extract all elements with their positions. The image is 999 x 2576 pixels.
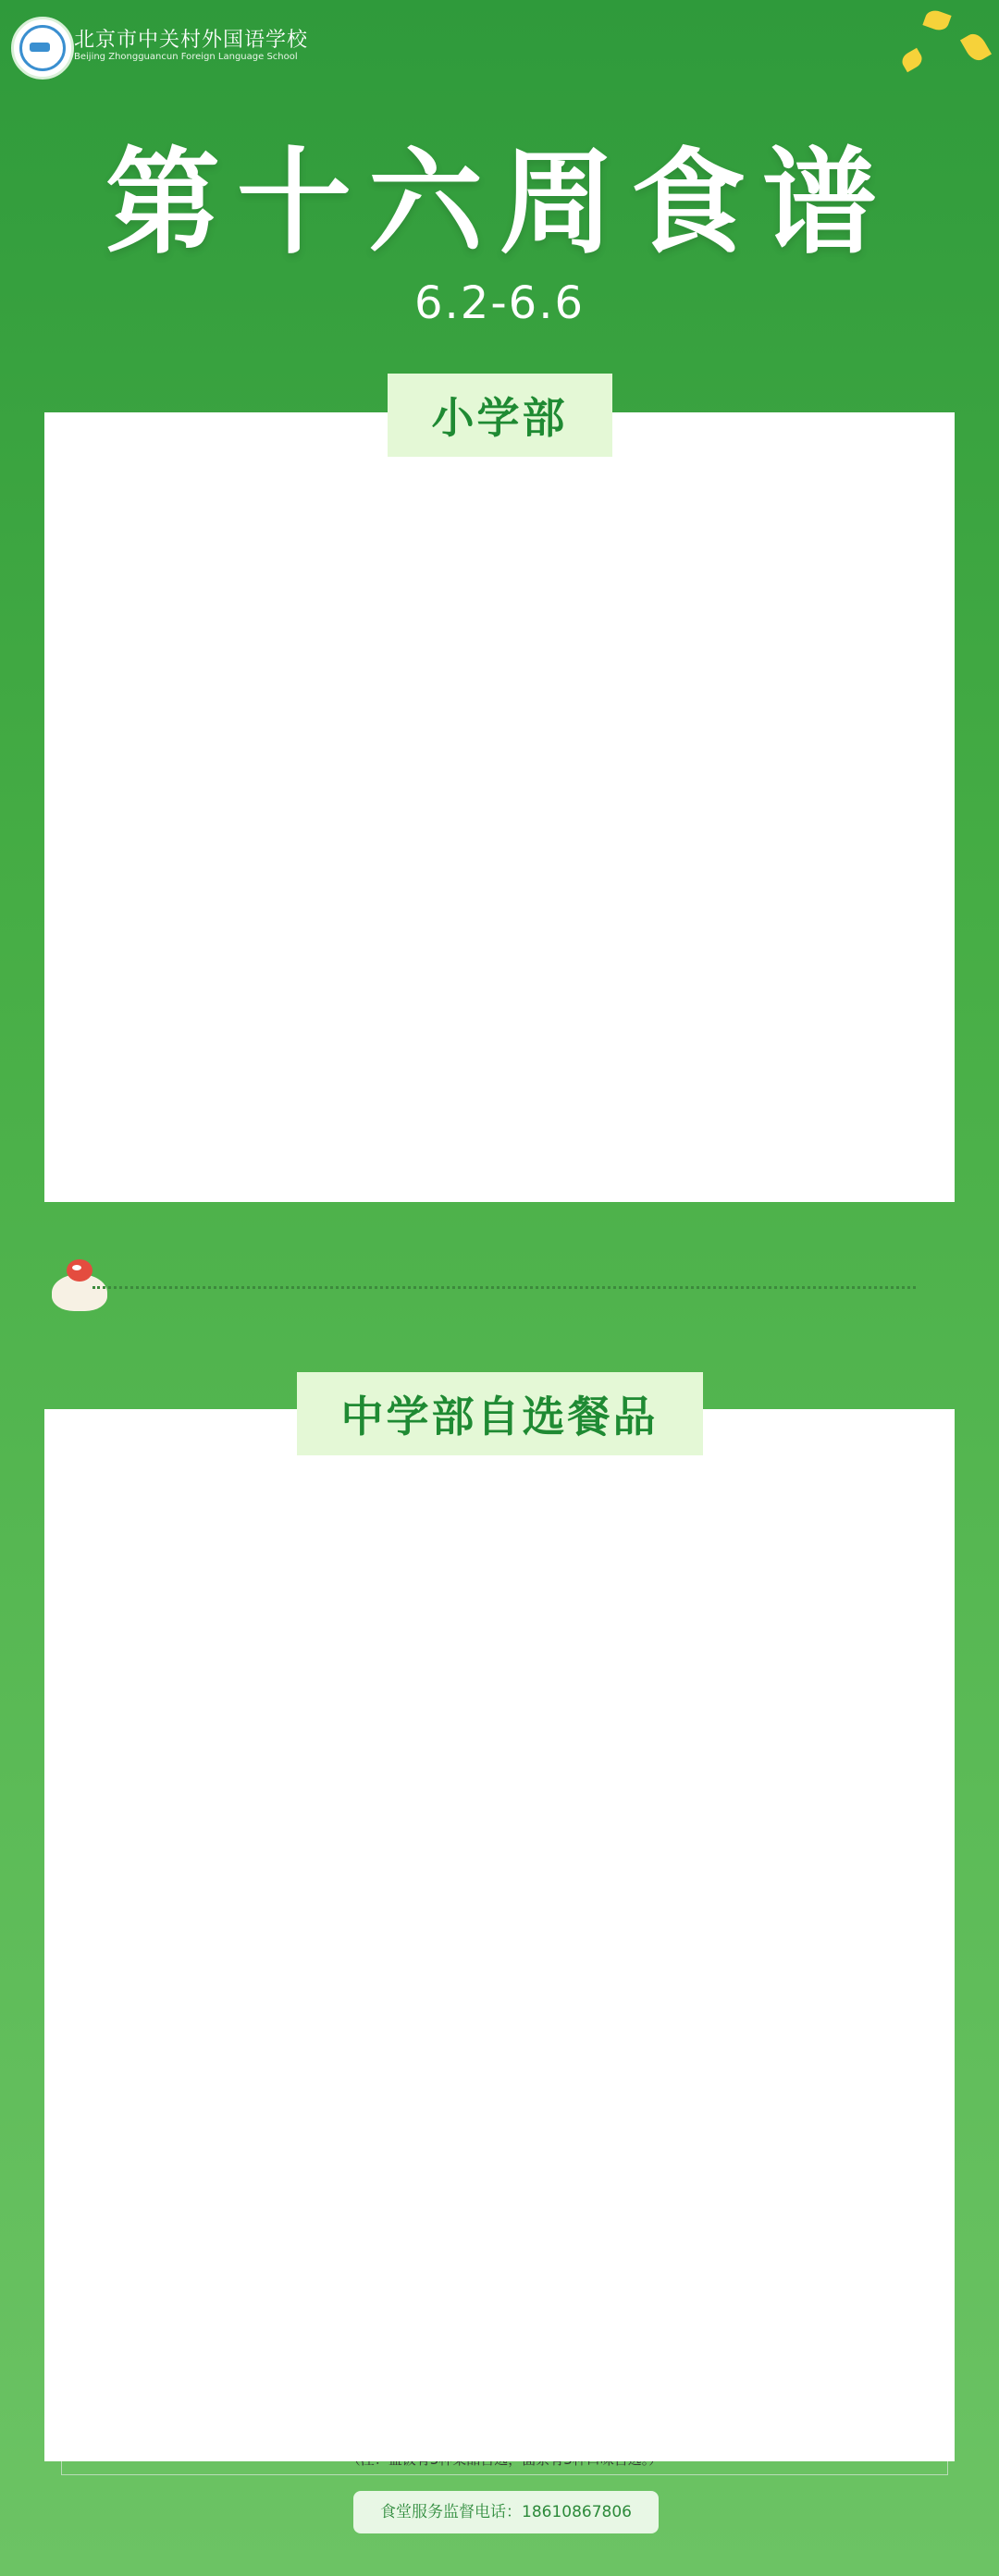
footer-supervision-phone: 食堂服务监督电话：18610867806	[353, 2491, 659, 2533]
date-range: 6.2-6.6	[414, 277, 585, 329]
middle-section-title: 中学部自选餐品	[0, 1372, 999, 1455]
section-divider	[92, 1286, 916, 1289]
school-logo	[11, 17, 74, 80]
leaf-decoration-icon	[922, 7, 951, 33]
page-title: 第十六周食谱	[105, 137, 894, 270]
middle-menu-card	[44, 1409, 955, 2461]
primary-menu-card	[44, 412, 955, 1202]
school-name-english: Beijing Zhongguancun Foreign Language School	[74, 52, 298, 62]
cake-icon	[46, 1257, 113, 1313]
school-name: 北京市中关村外国语学校	[74, 29, 309, 52]
leaf-decoration-icon	[899, 48, 925, 73]
primary-section-title: 小学部	[0, 374, 999, 457]
leaf-decoration-icon	[960, 31, 992, 65]
header	[0, 0, 999, 388]
